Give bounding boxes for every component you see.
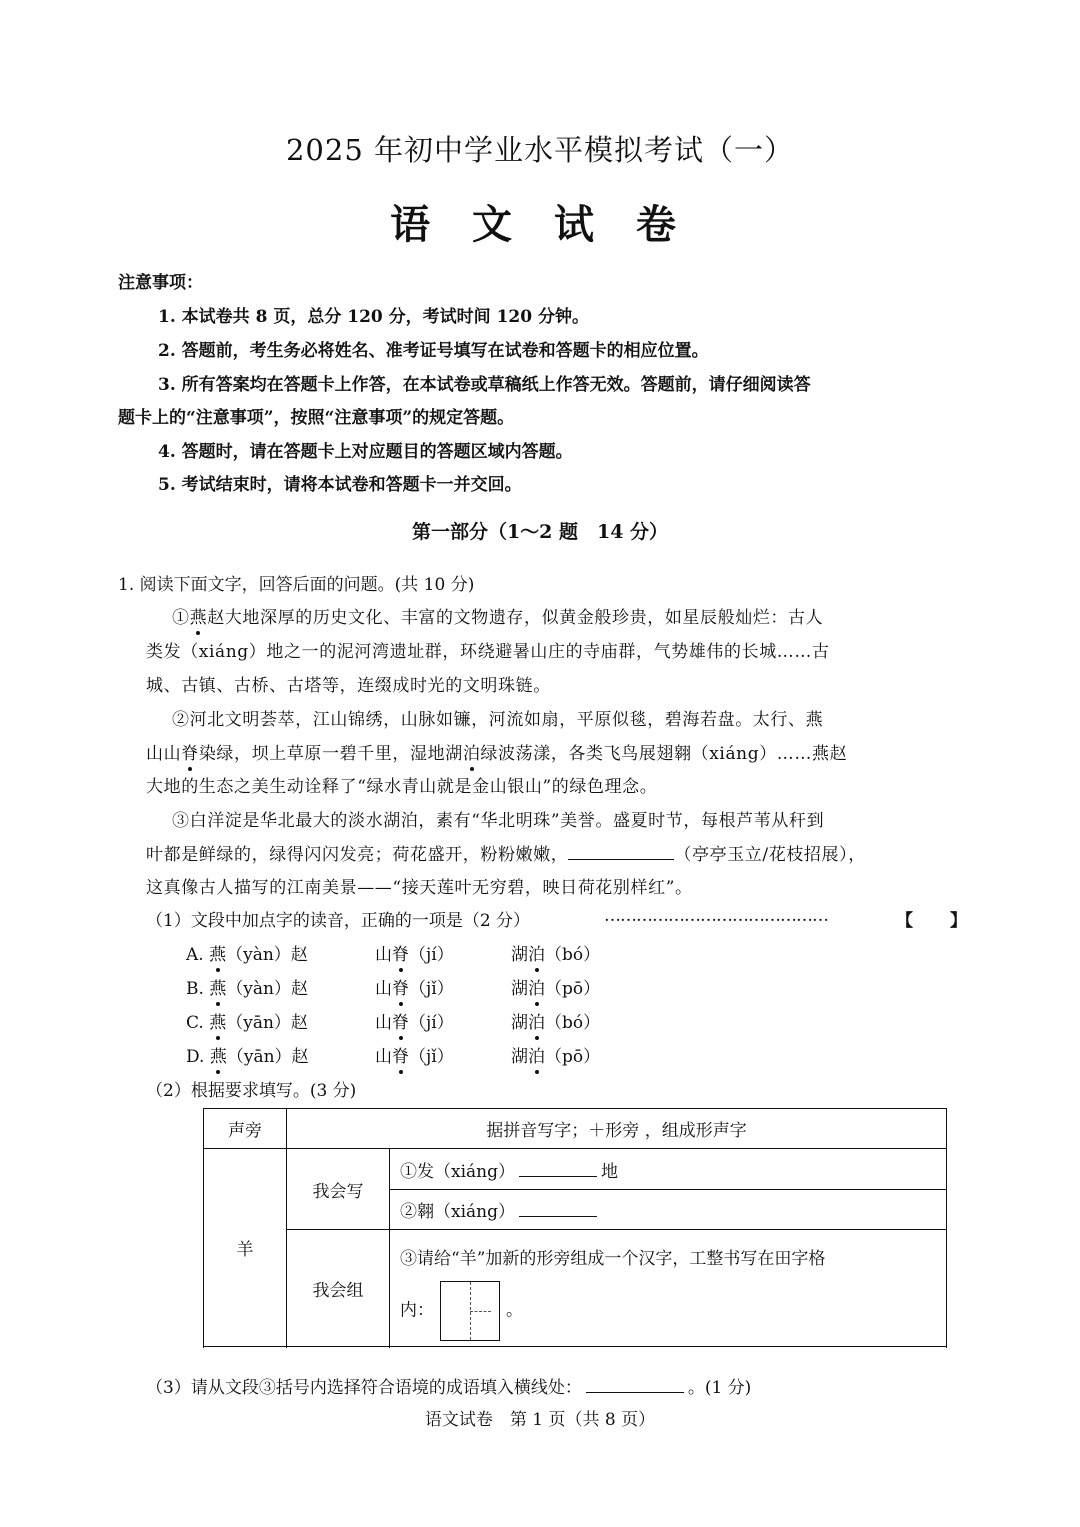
tian-grid-box[interactable] <box>440 1281 500 1341</box>
prompt-text: ③请给“羊”加新的形旁组成一个汉字，工整书写在田字格 <box>400 1249 826 1269</box>
subquestion-3-stem <box>146 1373 751 1398</box>
prompt-text: ②翱（xiáng） <box>400 1202 515 1222</box>
option-d-part3 <box>511 1042 600 1067</box>
passage-text: （亭亭玉立/花枝招展）， <box>674 845 866 865</box>
pinyin: （bó） <box>545 1013 601 1033</box>
pinyin: （pō） <box>545 979 601 999</box>
option-d-part2 <box>375 1042 454 1067</box>
prompt-text: 。 <box>506 1300 523 1321</box>
answer-blank[interactable] <box>586 1392 684 1393</box>
passage-line <box>146 840 866 865</box>
subquestion-1-stem: （1）文段中加点字的读音，正确的一项是（2 分） <box>146 911 531 931</box>
pinyin: （yàn）赵 <box>226 979 309 999</box>
note-item: 2. 答题前，考生务必将姓名、准考证号填写在试卷和答题卡的相应位置。 <box>158 341 709 361</box>
pinyin: （jǐ） <box>409 979 454 999</box>
option-a-part3 <box>511 940 600 965</box>
answer-blank[interactable] <box>519 1216 597 1217</box>
passage-line: ②河北文明荟萃，江山锦绣，山脉如镰，河流如扇，平原似毯，碧海若盘。太行、燕 <box>172 710 824 730</box>
dotted-char: 脊 <box>392 1047 409 1067</box>
option-letter: C. <box>186 1013 204 1033</box>
dotted-char: 泊 <box>528 979 545 999</box>
dotted-char: 泊 <box>528 945 545 965</box>
dotted-char: 泊 <box>528 1013 545 1033</box>
note-item: 题卡上的“注意事项”，按照“注意事项”的规定答题。 <box>118 408 515 428</box>
exam-title: 2025 年初中学业水平模拟考试（一） <box>285 133 795 167</box>
character-table <box>203 1108 947 1347</box>
pinyin: （jí） <box>409 945 454 965</box>
char: 湖 <box>511 1013 528 1033</box>
char: 山 <box>375 945 392 965</box>
dotted-char: 脊 <box>392 1013 409 1033</box>
dotted-char: 燕 <box>209 979 227 999</box>
passage-text: 赵大地深厚的历史文化、丰富的文物遗存，似黄金般珍贵，如星辰般灿烂：古人 <box>207 608 824 628</box>
passage-line: 这真像古人描写的江南美景——“接天莲叶无穷碧，映日荷花别样红”。 <box>146 878 693 898</box>
prompt-text: 。(1 分) <box>687 1378 752 1398</box>
prompt-text: 地 <box>601 1161 618 1182</box>
page-footer: 语文试卷 第 1 页（共 8 页） <box>424 1410 656 1430</box>
write-cell-1 <box>390 1149 947 1190</box>
char: 湖 <box>511 979 528 999</box>
radical-cell: 羊 <box>204 1149 287 1347</box>
row-label-combine: 我会组 <box>287 1230 390 1347</box>
note-item: 5. 考试结束时，请将本试卷和答题卡一并交回。 <box>158 475 522 495</box>
pinyin: （jǐ） <box>409 1047 454 1067</box>
passage-text: 染绿，坝上草原一碧千里，湿地湖 <box>198 744 463 764</box>
passage-text: 绿波荡漾，各类飞鸟展翅翱（xiáng）……燕赵 <box>480 744 848 764</box>
char: 山 <box>375 1047 392 1067</box>
dotted-char: 脊 <box>181 744 199 764</box>
option-b-part3 <box>511 974 600 999</box>
option-letter: D. <box>186 1047 205 1067</box>
answer-blank[interactable] <box>519 1176 597 1177</box>
note-item: 4. 答题时，请在答题卡上对应题目的答题区域内答题。 <box>158 442 573 462</box>
option-letter: A. <box>186 945 204 965</box>
answer-bracket-open: 【 <box>896 911 913 931</box>
char: 山 <box>375 1013 392 1033</box>
note-item: 1. 本试卷共 8 页，总分 120 分，考试时间 120 分钟。 <box>158 307 589 327</box>
question-1-stem: 1. 阅读下面文字，回答后面的问题。(共 10 分) <box>118 575 475 595</box>
option-b[interactable] <box>186 974 308 999</box>
notes-heading: 注意事项： <box>118 273 203 293</box>
table-header-radical: 声旁 <box>204 1109 287 1149</box>
dotted-char: 泊 <box>528 1047 545 1067</box>
option-a-part2 <box>375 940 454 965</box>
table-header-task: 据拼音写字；＋形旁 ，组成形声字 <box>287 1109 947 1149</box>
char: 湖 <box>511 945 528 965</box>
pinyin: （bó） <box>545 945 601 965</box>
prompt-text: ①发（xiáng） <box>400 1161 515 1182</box>
dotted-char: 脊 <box>392 945 409 965</box>
option-c-part2 <box>375 1008 454 1033</box>
prompt-text: 内： <box>400 1300 434 1321</box>
write-cell-2 <box>390 1190 947 1230</box>
char: 山 <box>375 979 392 999</box>
paragraph-mark: ① <box>172 608 190 628</box>
option-c[interactable] <box>186 1008 308 1033</box>
dotted-char: 燕 <box>209 1047 227 1067</box>
subquestion-2-stem: （2）根据要求填写。(3 分) <box>146 1081 357 1101</box>
dotted-char: 燕 <box>189 608 208 628</box>
dotted-char: 燕 <box>209 945 227 965</box>
passage-line: 城、古镇、古桥、古塔等，连缀成时光的文明珠链。 <box>146 676 551 696</box>
dotted-char: 燕 <box>209 1013 227 1033</box>
pinyin: （yān）赵 <box>226 1047 309 1067</box>
row-label-write: 我会写 <box>287 1149 390 1230</box>
passage-line: 大地的生态之美生动诠释了“绿水青山就是金山银山”的绿色理念。 <box>146 777 658 797</box>
combine-cell <box>390 1230 947 1347</box>
part-heading: 第一部分（1～2 题 14 分） <box>411 521 669 543</box>
option-a[interactable] <box>186 940 308 965</box>
dotted-char: 泊 <box>462 744 481 764</box>
pinyin: （jí） <box>409 1013 454 1033</box>
dotted-char: 脊 <box>392 979 409 999</box>
answer-bracket-close: 】 <box>950 911 967 931</box>
subject-title: 语 文 试 卷 <box>390 201 690 248</box>
pinyin: （yān）赵 <box>226 1013 308 1033</box>
option-letter: B. <box>186 979 204 999</box>
pinyin: （pō） <box>545 1047 601 1067</box>
prompt-text: （3）请从文段③括号内选择符合语境的成语填入横线处： <box>146 1378 582 1398</box>
passage-text: 叶都是鲜绿的，绿得闪闪发亮；荷花盛开，粉粉嫩嫩， <box>146 845 569 865</box>
option-b-part2 <box>375 974 454 999</box>
char: 湖 <box>511 1047 528 1067</box>
pinyin: （yàn）赵 <box>226 945 308 965</box>
passage-line: 类发（xiáng）地之一的泥河湾遗址群，环绕避暑山庄的寺庙群，气势雄伟的长城……古 <box>146 642 830 662</box>
option-d[interactable] <box>186 1042 309 1067</box>
passage-line <box>172 603 823 628</box>
option-c-part3 <box>511 1008 600 1033</box>
leader-dots: …………………………………… <box>604 906 828 926</box>
passage-line <box>146 739 847 764</box>
passage-line: ③白洋淀是华北最大的淡水湖泊，素有“华北明珠”美誉。盛夏时节，每根芦苇从秆到 <box>172 811 825 831</box>
note-item: 3. 所有答案均在答题卡上作答，在本试卷或草稿纸上作答无效。答题前，请仔细阅读答 <box>158 375 811 395</box>
passage-text: 山山 <box>146 744 182 764</box>
answer-blank[interactable] <box>568 859 674 860</box>
